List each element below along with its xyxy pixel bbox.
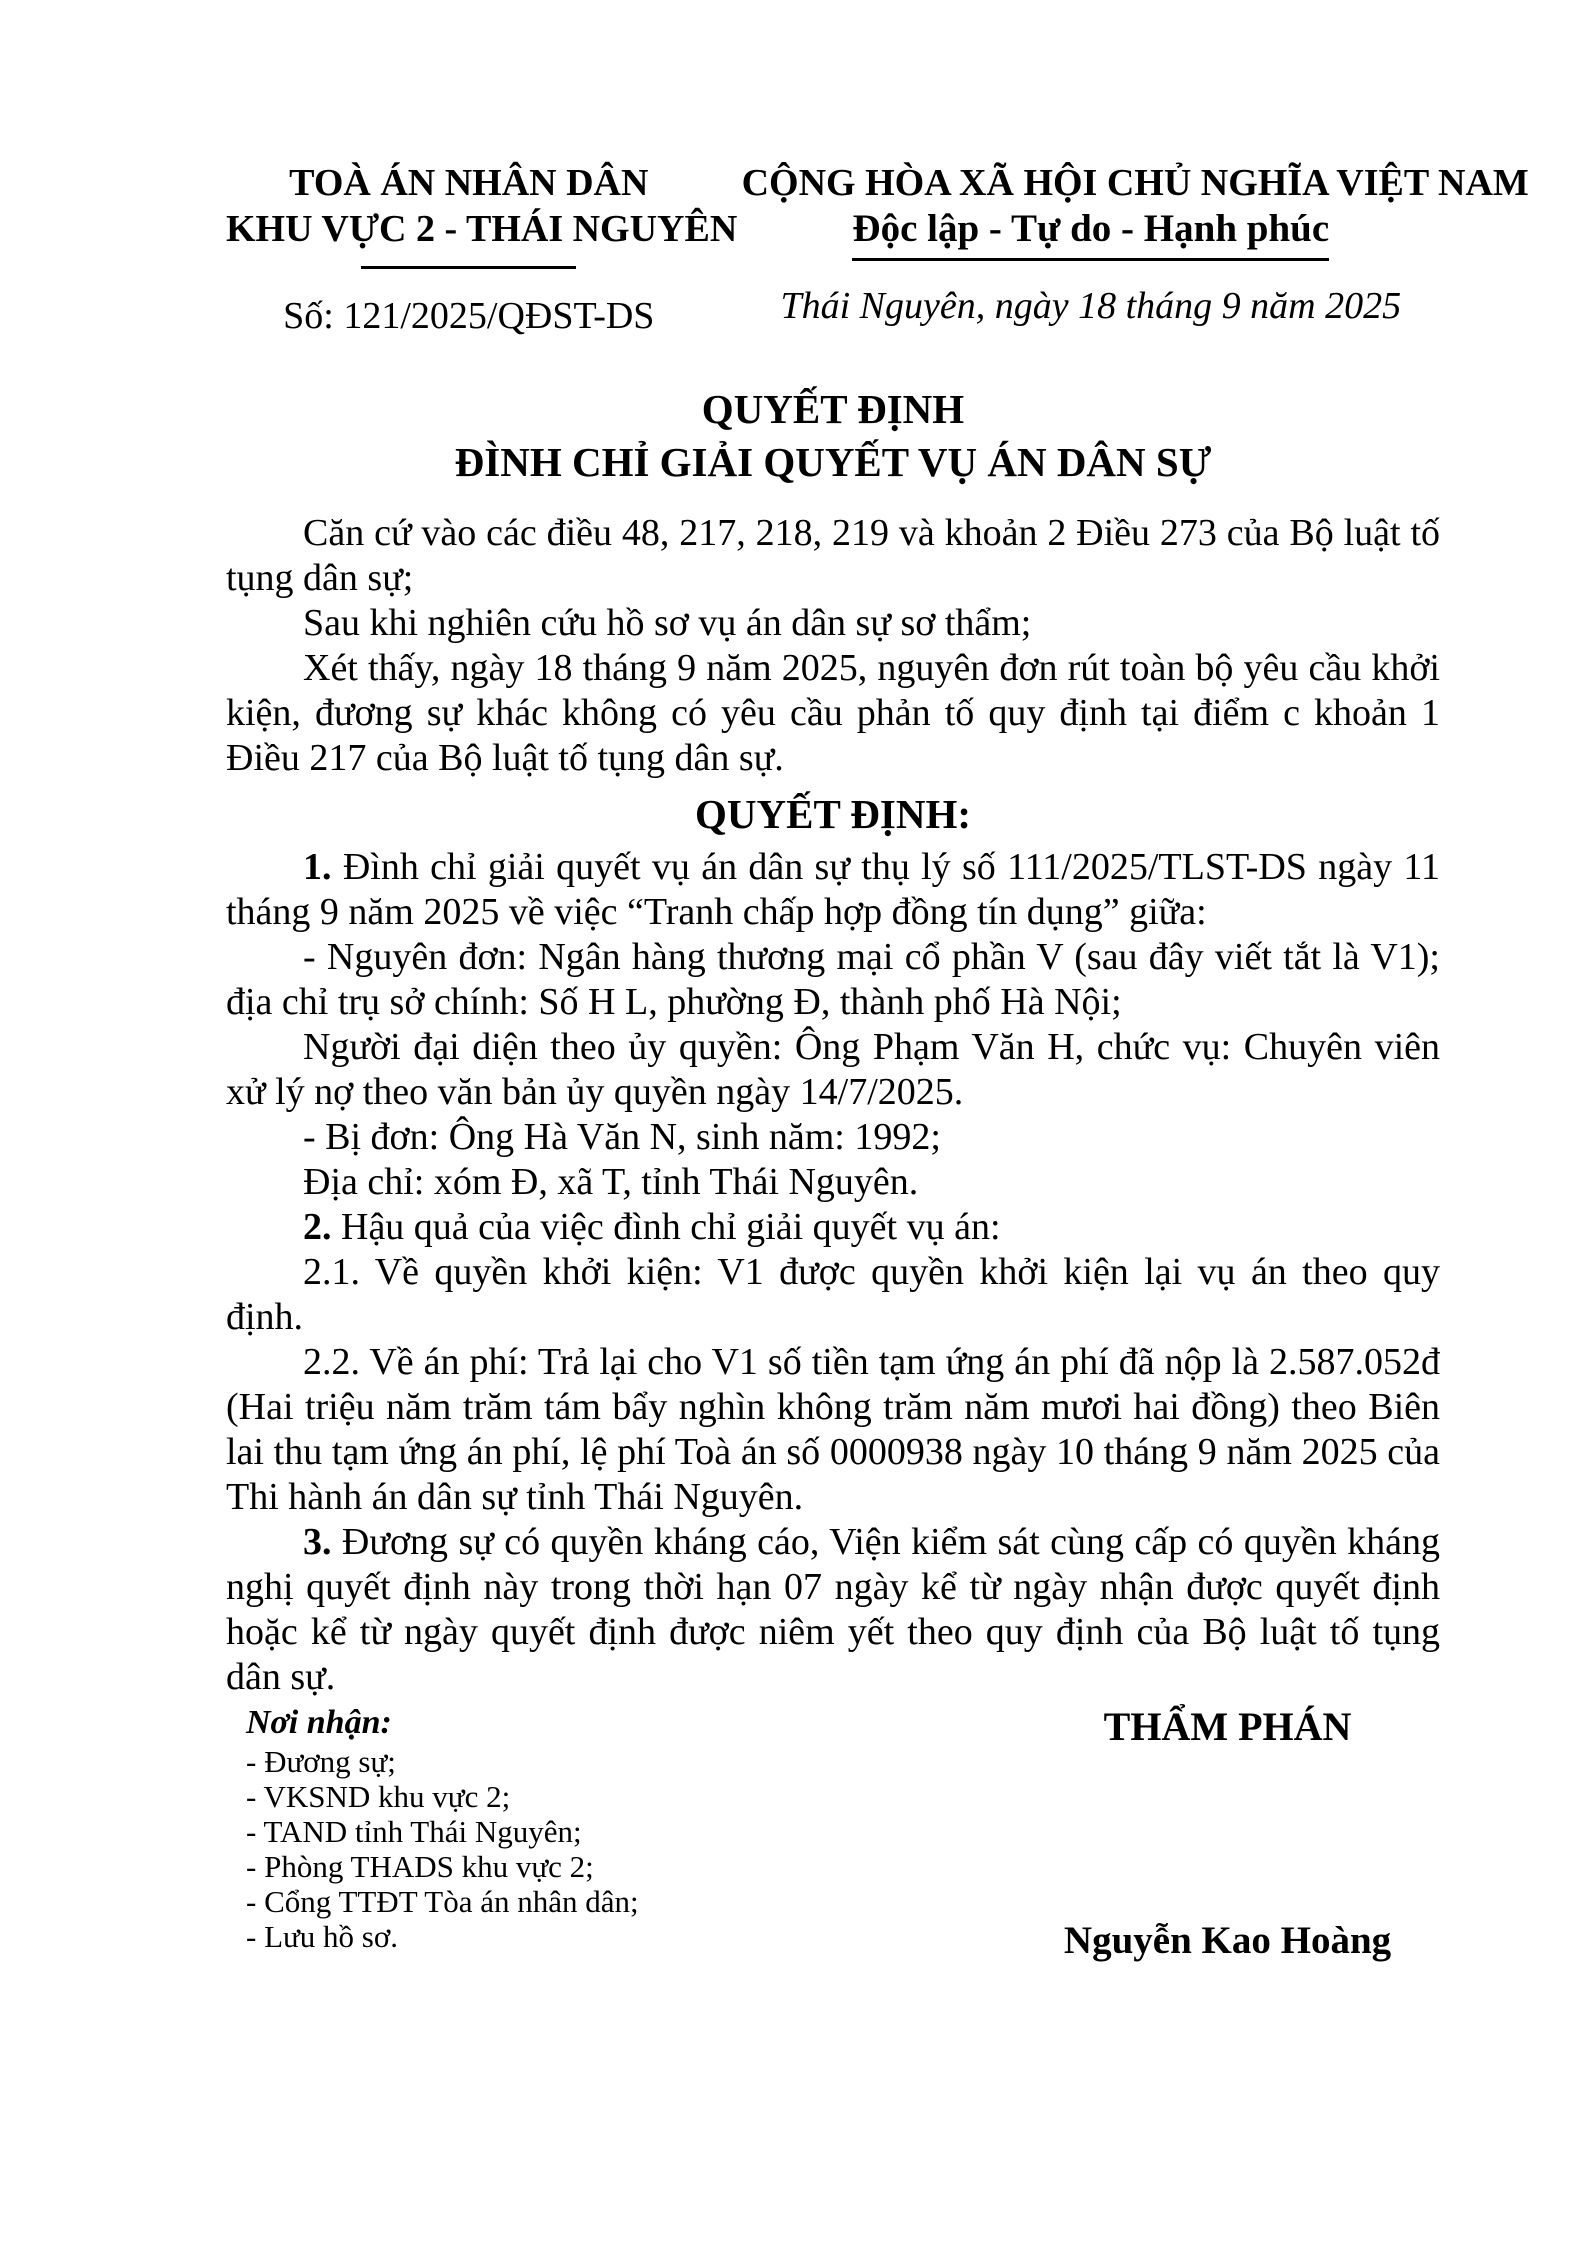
document-title <box>226 383 1440 489</box>
court-name-underline <box>361 266 576 269</box>
signature-block <box>1015 1702 1440 1965</box>
judge-title: THẨM PHÁN <box>1103 1704 1352 1749</box>
article-paragraph <box>226 1115 1440 1160</box>
recipient-item: - Lưu hồ sơ. <box>246 1919 399 1954</box>
article-number: 2. <box>303 1206 332 1248</box>
article-text: 2.1. Về quyền khởi kiện: V1 được quyền khởi kiện lại vụ án theo quy định. <box>226 1251 1440 1338</box>
recipients-block <box>226 1702 1015 1965</box>
article-text: 2.2. Về án phí: Trả lại cho V1 số tiền tạm ứng án phí đã nộp là 2.587.052đ (Hai triệu năm trăm tám bẩy nghìn không trăm năm mươi hai đồng) theo Biên lai thu tạm ứng án phí, lệ phí Toà án số 0000938 ngày 10 tháng 9 năm 2025 của Thi hành án dân sự tỉnh Thái Nguyên. <box>226 1341 1440 1518</box>
article-number: 1. <box>303 846 332 888</box>
document-footer <box>226 1702 1440 1965</box>
preamble-section <box>226 511 1440 781</box>
national-motto-line2: Độc lập - Tự do - Hạnh phúc <box>852 206 1329 261</box>
recipient-item: - VKSND khu vực 2; <box>246 1779 511 1814</box>
preamble-paragraph: Căn cứ vào các điều 48, 217, 218, 219 và khoản 2 Điều 273 của Bộ luật tố tụng dân sự; <box>226 512 1440 599</box>
article-text: - Bị đơn: Ông Hà Văn N, sinh năm: 1992; <box>303 1116 941 1158</box>
article-paragraph <box>226 1340 1440 1520</box>
recipients-label: Nơi nhận: <box>246 1704 392 1741</box>
recipient-item: - Phòng THADS khu vực 2; <box>246 1849 594 1884</box>
preamble-paragraph: Sau khi nghiên cứu hồ sơ vụ án dân sự sơ thẩm; <box>303 602 1032 644</box>
article-paragraph <box>226 1520 1440 1700</box>
article-paragraph <box>226 1250 1440 1340</box>
decision-heading: QUYẾT ĐỊNH: <box>694 791 972 837</box>
article-text: - Nguyên đơn: Ngân hàng thương mại cổ phần V (sau đây viết tắt là V1); địa chỉ trụ sở chính: Số H L, phường Đ, thành phố Hà Nội; <box>226 936 1440 1023</box>
article-paragraph <box>226 1025 1440 1115</box>
document-title-line2: ĐÌNH CHỈ GIẢI QUYẾT VỤ ÁN DÂN SỰ <box>454 439 1212 485</box>
court-name-line1: TOÀ ÁN NHÂN DÂN <box>289 162 649 204</box>
article-text: Đình chỉ giải quyết vụ án dân sự thụ lý số 111/2025/TLST-DS ngày 11 tháng 9 năm 2025 về việc “Tranh chấp hợp đồng tín dụng” giữa: <box>226 846 1440 933</box>
national-motto-block <box>712 160 1529 339</box>
decision-articles-section <box>226 845 1440 1700</box>
article-paragraph <box>226 935 1440 1025</box>
issuing-court-block <box>226 160 738 339</box>
recipient-item: - Cổng TTĐT Tòa án nhân dân; <box>246 1884 639 1919</box>
recipient-item: - TAND tỉnh Thái Nguyên; <box>246 1814 582 1849</box>
court-name-line2: KHU VỰC 2 - THÁI NGUYÊN <box>226 208 738 250</box>
article-text: Đương sự có quyền kháng cáo, Viện kiểm sát cùng cấp có quyền kháng nghị quyết định này trong thời hạn 07 ngày kể từ ngày nhận được quyết định hoặc kể từ ngày quyết định được niêm yết theo quy định của Bộ luật tố tụng dân sự. <box>226 1521 1440 1698</box>
place-and-date: Thái Nguyên, ngày 18 tháng 9 năm 2025 <box>780 285 1402 327</box>
judge-name: Nguyễn Kao Hoàng <box>1063 1919 1392 1962</box>
article-text: Người đại diện theo ủy quyền: Ông Phạm Văn H, chức vụ: Chuyên viên xử lý nợ theo văn bản ủy quyền ngày 14/7/2025. <box>226 1026 1440 1113</box>
recipient-item: - Đương sự; <box>246 1744 396 1779</box>
article-paragraph <box>226 1205 1440 1250</box>
article-number: 3. <box>303 1521 332 1563</box>
article-text: Hậu quả của việc đình chỉ giải quyết vụ án: <box>331 1206 1001 1248</box>
preamble-paragraph: Xét thấy, ngày 18 tháng 9 năm 2025, nguyên đơn rút toàn bộ yêu cầu khởi kiện, đương sự khác không có yêu cầu phản tố quy định tại điểm c khoản 1 Điều 217 của Bộ luật tố tụng dân sự. <box>226 647 1440 779</box>
document-title-line1: QUYẾT ĐỊNH <box>701 386 965 432</box>
document-number: Số: 121/2025/QĐST-DS <box>283 295 655 337</box>
national-motto-line1: CỘNG HÒA XÃ HỘI CHỦ NGHĨA VIỆT NAM <box>741 162 1529 204</box>
article-paragraph <box>226 1160 1440 1205</box>
article-paragraph <box>226 845 1440 935</box>
article-text: Địa chỉ: xóm Đ, xã T, tỉnh Thái Nguyên. <box>303 1161 919 1203</box>
document-header <box>226 160 1529 339</box>
